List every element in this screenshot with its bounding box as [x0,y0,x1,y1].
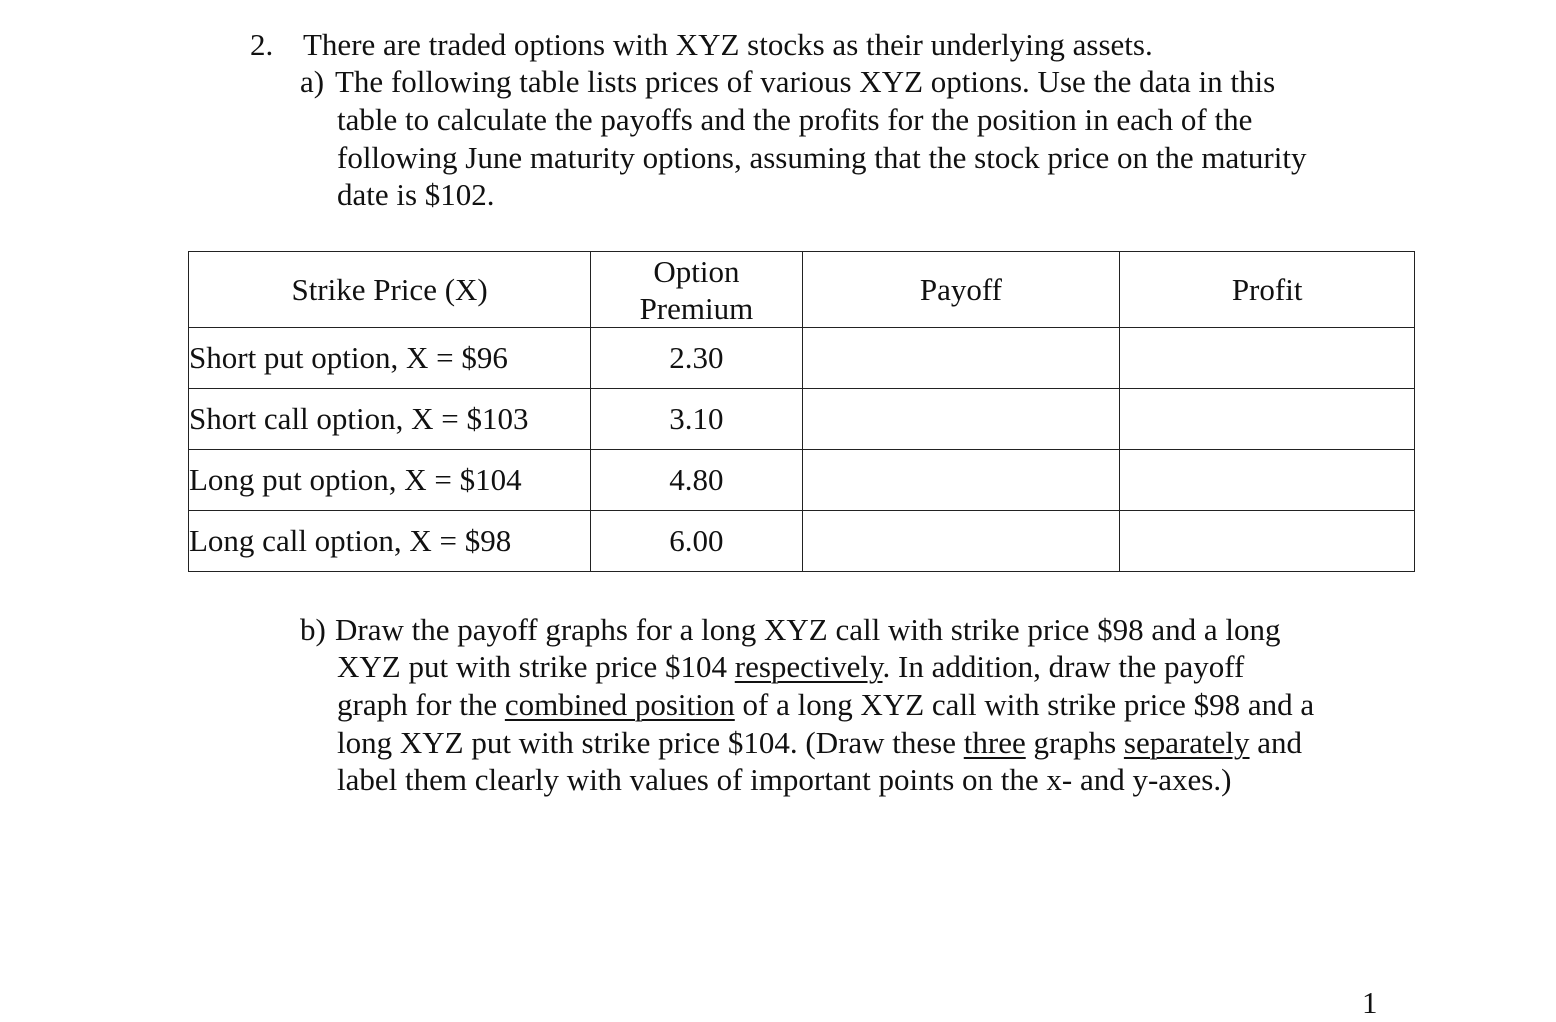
row-profit-cell[interactable] [1120,389,1415,450]
part-b-line-1: Draw the payoff graphs for a long XYZ call with strike price $98 and a long [335,612,1281,647]
table-row [189,328,1415,389]
part-b-line-3-a: graph for the [337,687,505,722]
header-strike-price: Strike Price (X) [189,252,591,328]
part-b-line-4-b: and [1249,725,1303,760]
part-a-line-2: table to calculate the payoffs and the profits for the position in each of the [337,102,1253,137]
part-a-line-4: date is $102. [337,177,495,212]
row-profit-cell[interactable] [1120,328,1415,389]
question-intro: There are traded options with XYZ stocks as their underlying assets. [303,27,1153,62]
table-row [189,389,1415,450]
part-b-line-4-a: long XYZ put with strike price $104. (Draw these [337,725,964,760]
table-header-row [189,252,1415,328]
part-a-line-3: following June maturity options, assuming that the stock price on the maturity [337,140,1307,175]
row-premium: 6.00 [591,511,802,572]
row-payoff-cell[interactable] [802,450,1120,511]
row-payoff-cell[interactable] [802,389,1120,450]
row-premium: 3.10 [591,389,802,450]
table-row [189,511,1415,572]
header-payoff: Payoff [802,252,1120,328]
part-b-line-4-m: graphs [1025,725,1124,760]
part-b-line-5: label them clearly with values of important points on the x- and y-axes.) [337,762,1232,797]
part-b-underlined-separately: separately [1123,725,1250,760]
part-b-line-3 [337,686,1314,724]
part-b-line-2-b: . In addition, draw the payoff [882,649,1245,684]
part-b-line-2-a: XYZ put with strike price $104 [337,649,735,684]
part-b-label: b) [300,612,326,647]
row-payoff-cell[interactable] [802,511,1120,572]
row-profit-cell[interactable] [1120,511,1415,572]
part-a-label: a) [300,64,325,99]
row-label: Long put option, X = $104 [189,450,591,511]
row-premium: 4.80 [591,450,802,511]
part-b-line-2 [337,648,1244,686]
row-label: Short call option, X = $103 [189,389,591,450]
row-payoff-cell[interactable] [802,328,1120,389]
row-label: Long call option, X = $98 [189,511,591,572]
header-profit: Profit [1120,252,1415,328]
part-b-underlined-three: three [963,725,1026,760]
header-premium-line-2: Premium [639,290,754,326]
header-premium-line-1: Option [653,253,740,289]
header-option-premium [591,252,802,328]
part-b-line-3-b: of a long XYZ call with strike price $98 and a [734,687,1315,722]
part-a-line-1: The following table lists prices of various XYZ options. Use the data in this [335,64,1276,99]
part-b-underlined-respectively: respectively [734,649,883,684]
page-number: 1 [1362,985,1378,1020]
table-row [189,450,1415,511]
row-premium: 2.30 [591,328,802,389]
question-number: 2. [250,27,274,62]
part-b-underlined-combined-position: combined position [504,687,735,722]
part-b-line-4 [337,724,1302,762]
row-label: Short put option, X = $96 [189,328,591,389]
row-profit-cell[interactable] [1120,450,1415,511]
options-table [188,251,1415,572]
